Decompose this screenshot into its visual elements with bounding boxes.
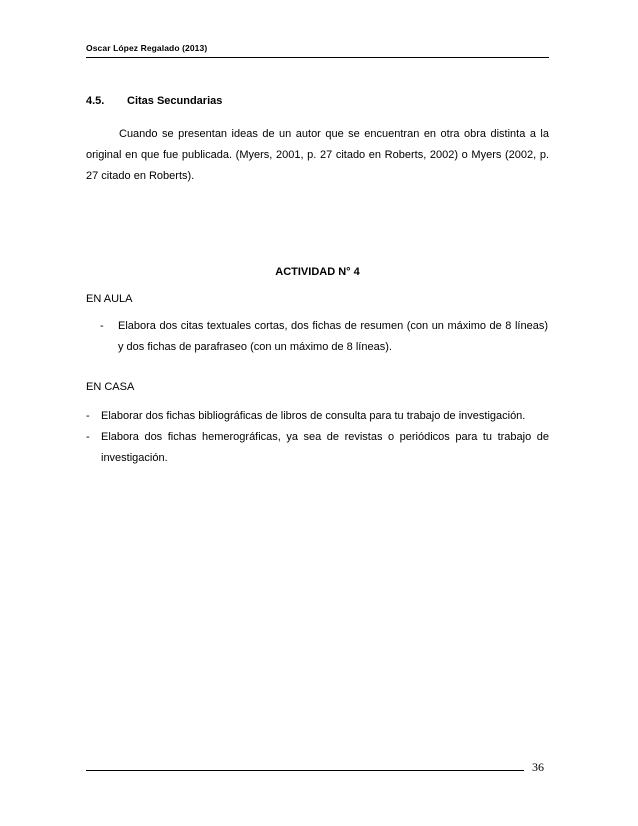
section-number: 4.5. [86, 95, 105, 107]
running-header: Oscar López Regalado (2013) [86, 43, 208, 53]
list-dash: - [86, 431, 90, 443]
list-dash: - [86, 410, 90, 422]
header-divider [86, 57, 549, 58]
list-dash: - [100, 320, 104, 332]
list-item-text: Elabora dos fichas hemerográficas, ya sea de revistas o periódicos para tu trabajo de investigación. [101, 431, 549, 464]
casa-list [86, 406, 549, 469]
body-paragraph-text: Cuando se presentan ideas de un autor que se encuentran en otra obra distinta a la original en que fue publicada. (Myers, 2001, p. 27 citado en Roberts, 2002) o Myers (2002, p. 27 citado en Roberts). [86, 128, 549, 182]
list-item-text: Elaborar dos fichas bibliográficas de libros de consulta para tu trabajo de investigación. [101, 410, 526, 422]
activity-title: ACTIVIDAD N° 4 [275, 266, 360, 278]
list-item [100, 316, 548, 358]
list-item [86, 427, 549, 469]
list-item-text: Elabora dos citas textuales cortas, dos fichas de resumen (con un máximo de 8 líneas) y dos fichas de parafraseo (con un máximo de 8 líneas). [118, 320, 548, 353]
list-item [86, 406, 549, 427]
aula-heading: EN AULA [86, 293, 133, 305]
page-number: 36 [532, 760, 544, 774]
aula-list [100, 316, 548, 358]
section-title: Citas Secundarias [127, 95, 223, 107]
footer-divider [86, 770, 524, 771]
body-paragraph [86, 124, 549, 187]
casa-heading: EN CASA [86, 381, 135, 393]
